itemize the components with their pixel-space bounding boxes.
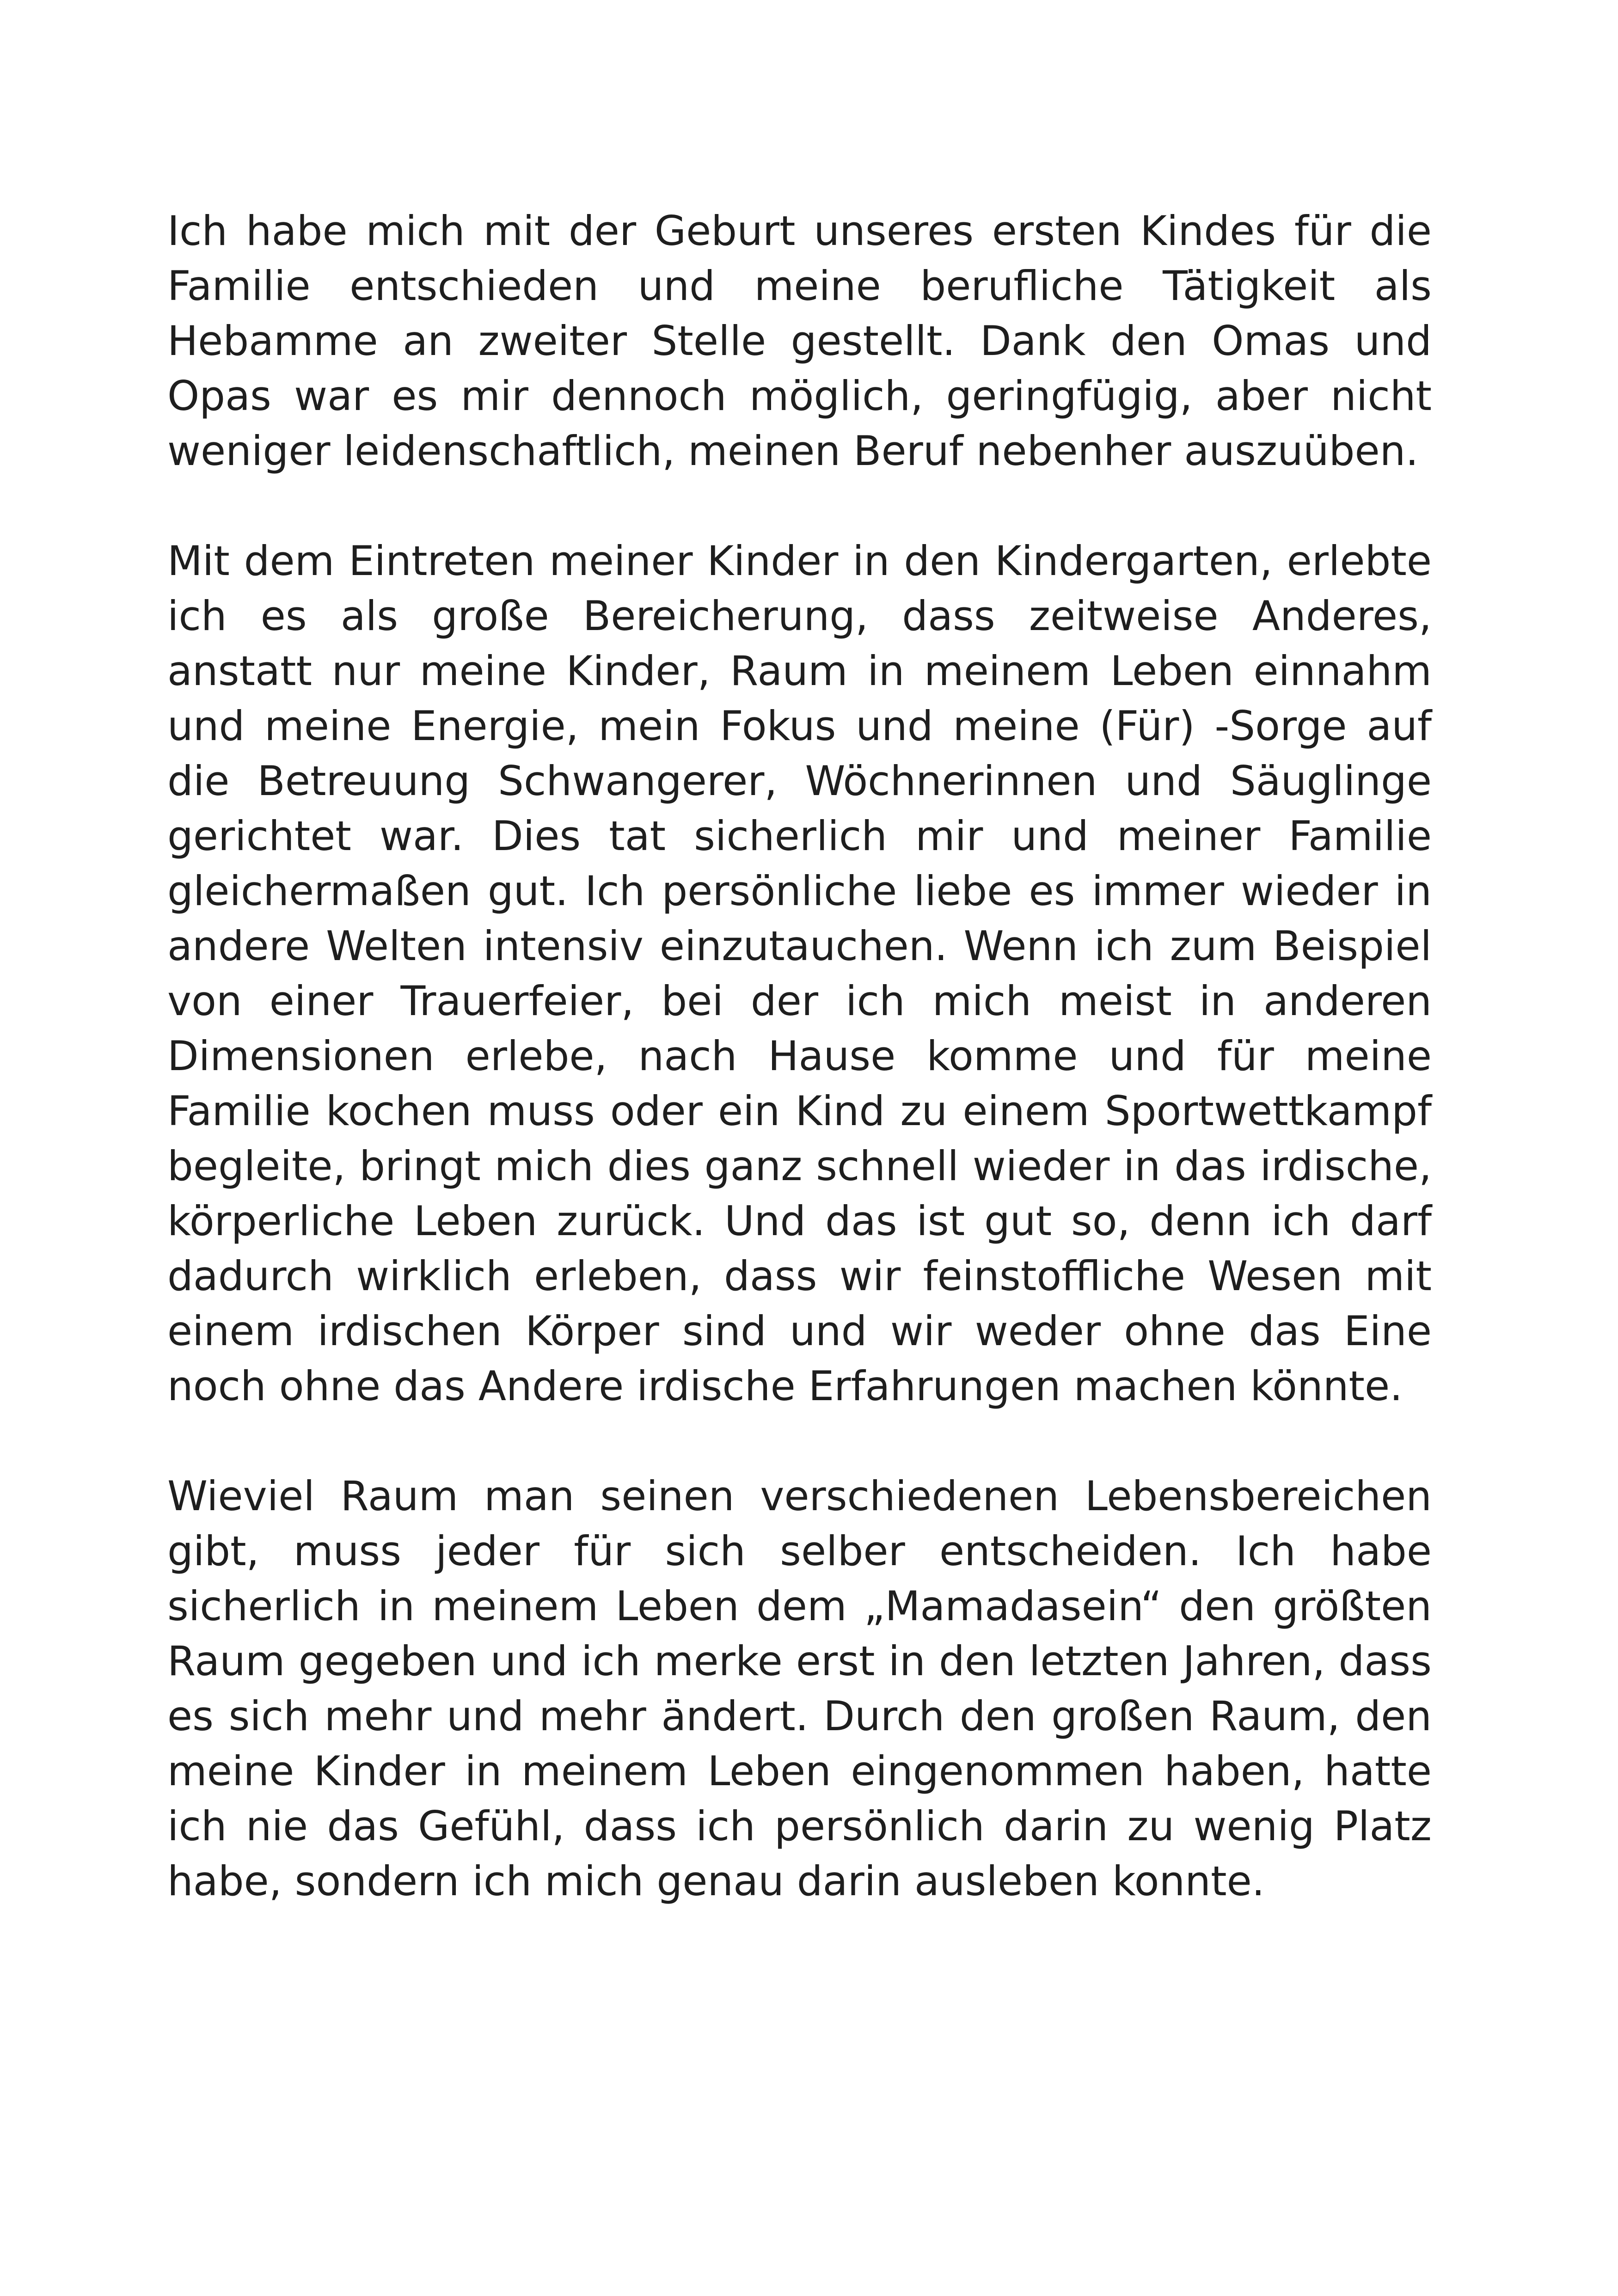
paragraph-1: Ich habe mich mit der Geburt unseres ersten Kindes für die Familie entschieden und meine berufliche Tätigkeit als Hebamme an zweiter Stelle gestellt. Dank den Omas und Opas war es mir dennoch möglich, geringfügig, aber nicht weniger leidenschaftlich, meinen Beruf nebenher auszuüben. bbox=[167, 207, 1432, 475]
body-text bbox=[167, 203, 1432, 1909]
paragraph-3: Wieviel Raum man seinen verschiedenen Lebensbereichen gibt, muss jeder für sich selber entscheiden. Ich habe sicherlich in meinem Leben dem „Mamadasein“ den größten Raum gegeben und ich merke erst in den letzten Jahren, dass es sich mehr und mehr ändert. Durch den großen Raum, den meine Kinder in meinem Leben eingenommen haben, hatte ich nie das Gefühl, dass ich persönlich darin zu wenig Platz habe, sondern ich mich genau darin ausleben konnte. bbox=[167, 1472, 1432, 1905]
paragraph-2: Mit dem Eintreten meiner Kinder in den Kindergarten, erlebte ich es als große Bereicherung, dass zeitweise Anderes, anstatt nur meine Kinder, Raum in meinem Leben einnahm und meine Energie, mein Fokus und meine (Für) -Sorge auf die Betreuung Schwangerer, Wöchnerinnen und Säuglinge gerichtet war. Dies tat sicherlich mir und meiner Familie gleichermaßen gut. Ich persönliche liebe es immer wieder in andere Welten intensiv einzutauchen. Wenn ich zum Beispiel von einer Trauerfeier, bei der ich mich meist in anderen Dimensionen erlebe, nach Hause komme und für meine Familie kochen muss oder ein Kind zu einem Sportwettkampf begleite, bringt mich dies ganz schnell wieder in das irdische, körperliche Leben zurück. Und das ist gut so, denn ich darf dadurch wirklich erleben, dass wir feinstoffliche Wesen mit einem irdischen Körper sind und wir weder ohne das Eine noch ohne das Andere irdische Erfahrungen machen könnte. bbox=[167, 537, 1432, 1410]
